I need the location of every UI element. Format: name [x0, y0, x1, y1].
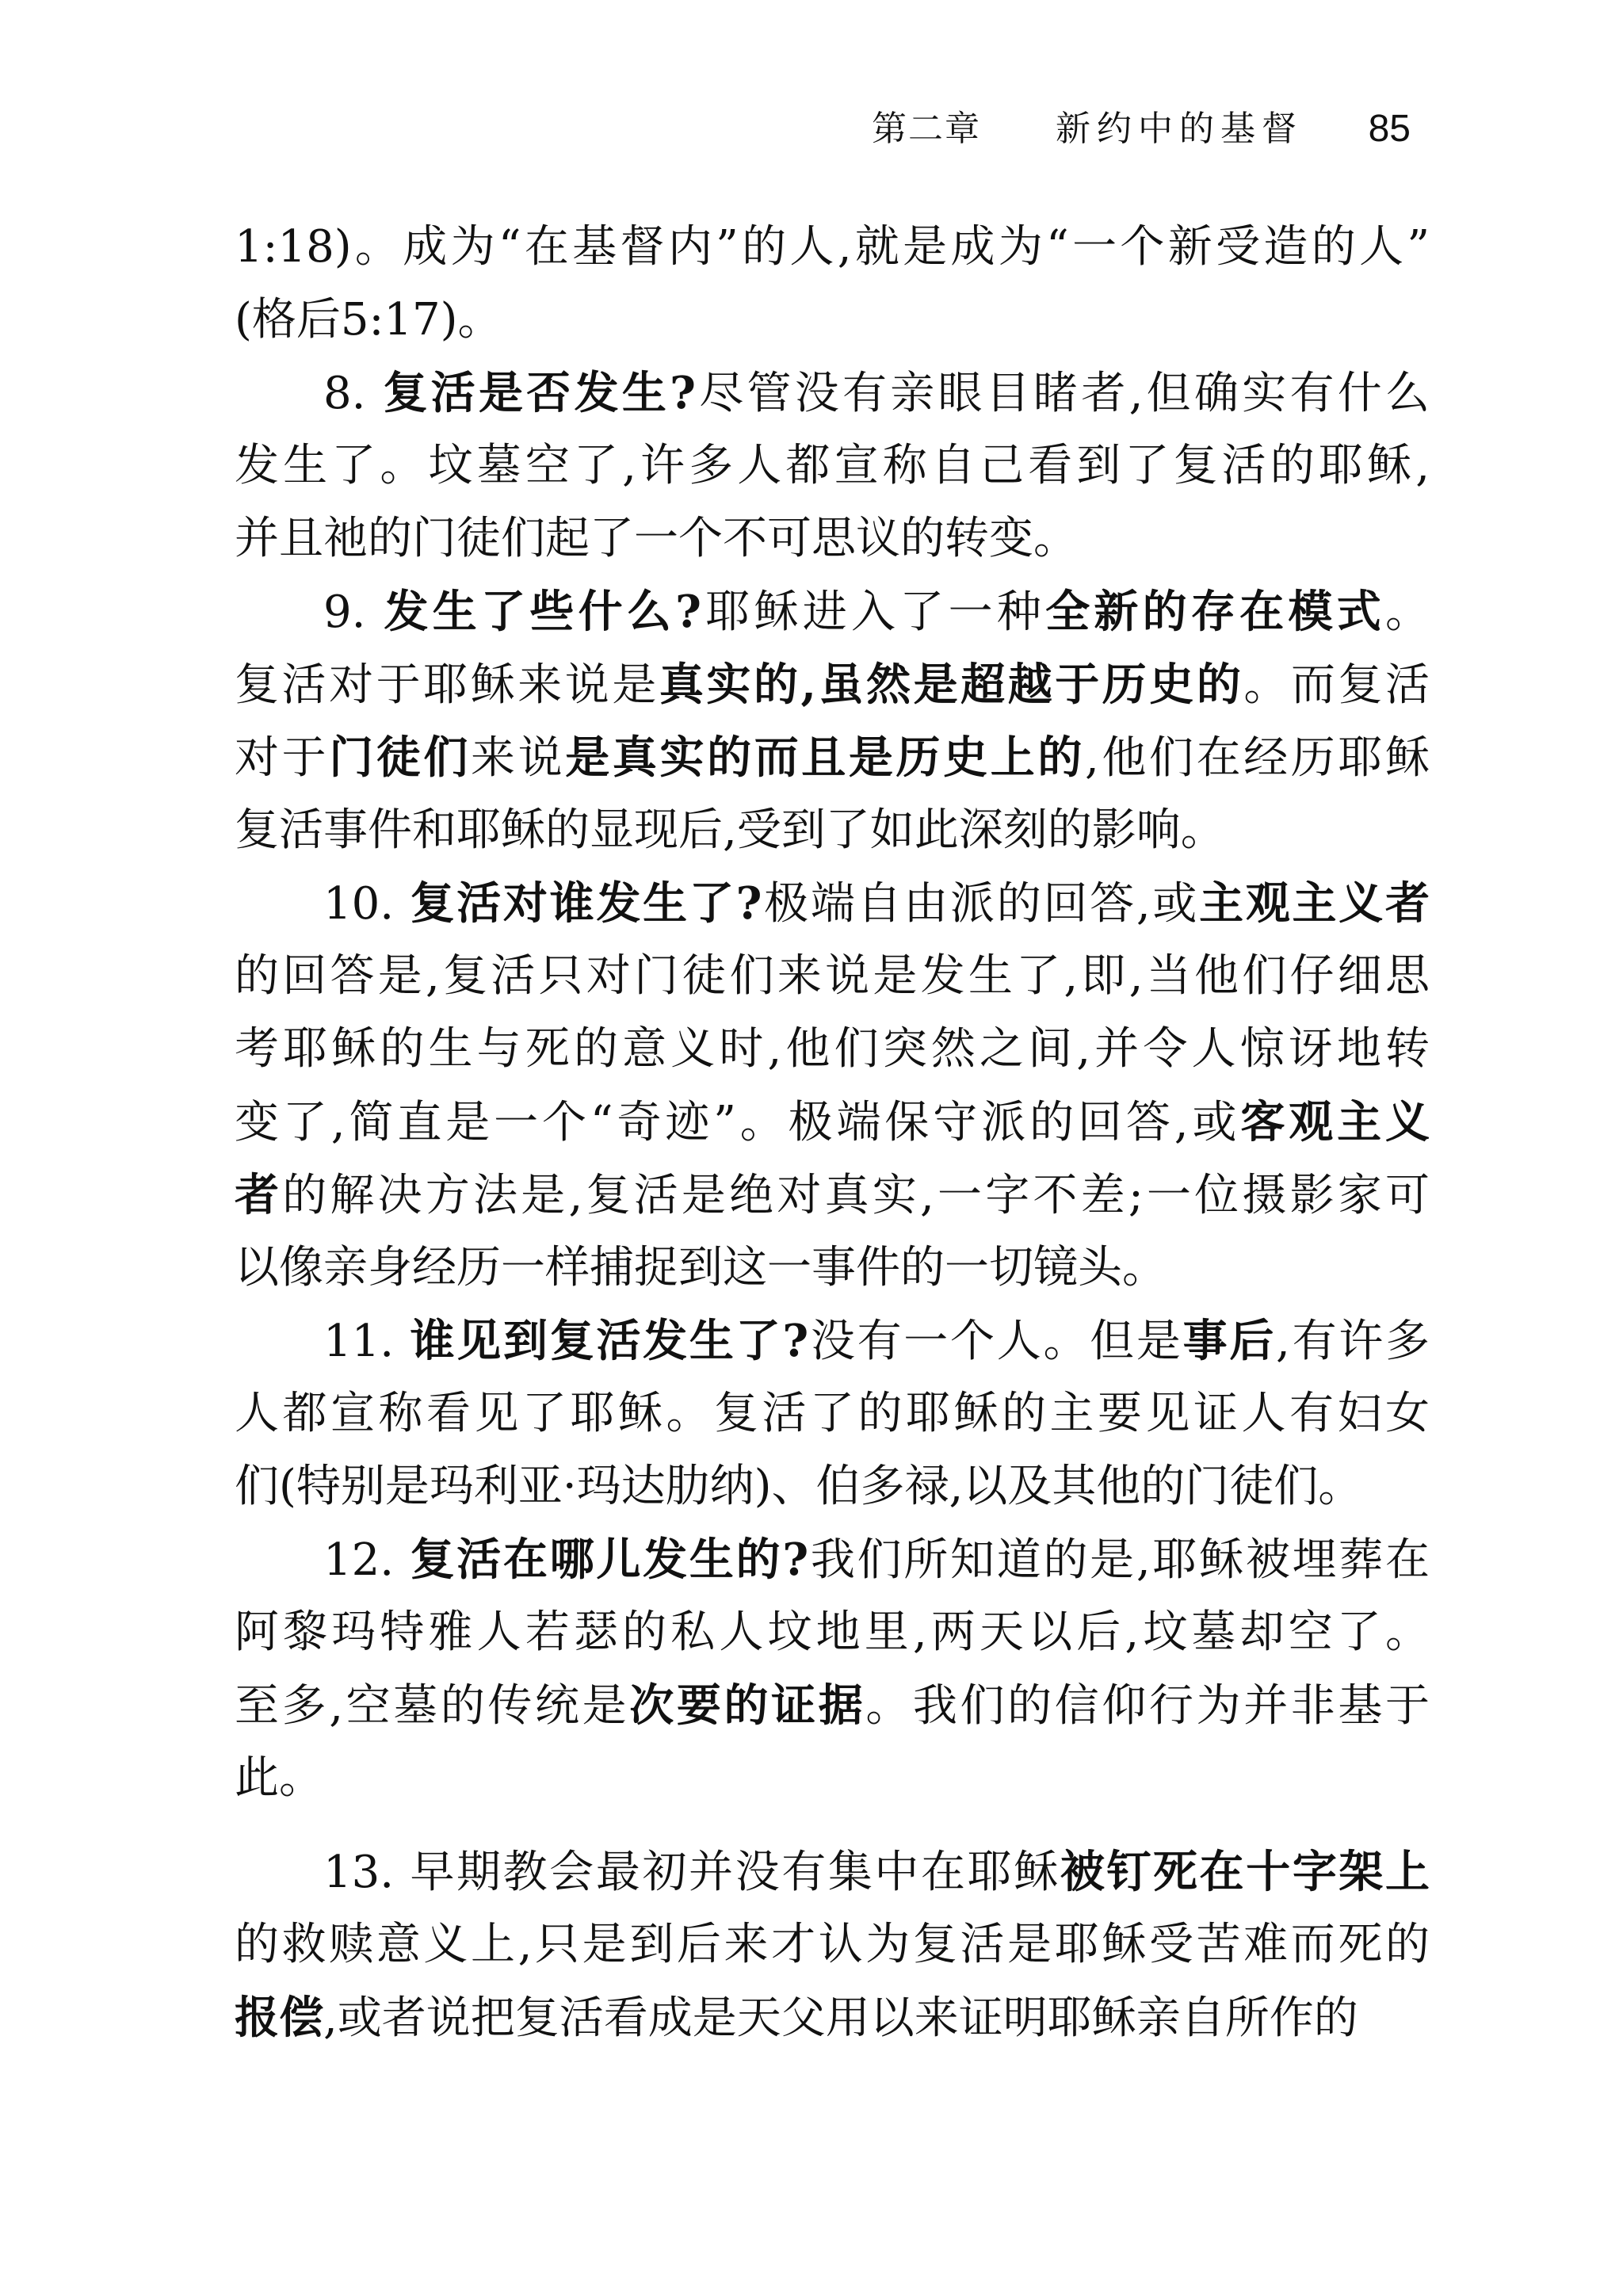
text-run: 13. 早期教会最初并没有集中在耶稣 [323, 1847, 1060, 1898]
bold-phrase: 真实的,虽然是超越于历史的 [659, 659, 1244, 711]
bold-phrase: 被钉死在十字架上 [1060, 1846, 1430, 1898]
text-run: ,或者说把复活看成是天父用以来证明耶稣亲自所作的 [323, 1992, 1358, 2044]
bold-phrase: 复活在哪儿发生的? [410, 1534, 809, 1586]
chapter-label: 第二章 [872, 109, 981, 149]
text-line [235, 1232, 1430, 1305]
text-run: 耶稣进入了一种 [701, 586, 1046, 638]
text-line [235, 502, 1430, 575]
text-line [235, 1377, 1430, 1450]
bold-phrase: 谁见到复活发生了? [410, 1315, 809, 1367]
text-line [235, 1908, 1430, 1981]
text-run: 发生了。坟墓空了,许多人都宣称自己看到了复活的耶稣, [235, 440, 1430, 491]
bold-phrase: 全新的存在模式 [1045, 586, 1386, 638]
text-run: ,他们在经历耶稣 [1084, 732, 1430, 784]
text-line [235, 284, 1430, 357]
bold-phrase: 门徒们 [329, 732, 472, 784]
body-text [235, 211, 1430, 2054]
text-run: 的回答是,复活只对门徒们来说是发生了,即,当他们仔细思 [235, 950, 1430, 1002]
text-line [235, 940, 1430, 1013]
text-run: 复活事件和耶稣的显现后,受到了如此深刻的影响。 [235, 804, 1225, 856]
text-run: 们(特别是玛利亚·玛达肋纳)、伯多禄,以及其他的门徒们。 [235, 1461, 1363, 1512]
bold-phrase: 客观主义 [1240, 1096, 1430, 1148]
text-run: 变了,简直是一个“奇迹”。极端保守派的回答,或 [235, 1097, 1241, 1148]
text-run: 。我们的信仰行为并非基于 [865, 1680, 1430, 1732]
text-run: 。 [1385, 586, 1430, 638]
text-run: 尽管没有亲眼目睹者,但确实有什么 [695, 368, 1430, 419]
text-line [235, 575, 1430, 648]
text-line [235, 357, 1430, 430]
text-run: 极端自由派的回答,或 [762, 878, 1200, 930]
text-line [235, 1086, 1430, 1159]
text-line [235, 1013, 1430, 1086]
text-run: 此。 [235, 1752, 323, 1804]
bold-phrase: 次要的证据 [629, 1679, 866, 1732]
text-run: 的救赎意义上,只是到后来才认为复活是耶稣受苦难而死的 [235, 1919, 1430, 1970]
page-number: 85 [1368, 108, 1411, 150]
text-line [235, 867, 1430, 940]
text-run: 我们所知道的是,耶稣被埋葬在 [808, 1534, 1430, 1586]
text-run: 至多,空墓的传统是 [235, 1680, 630, 1732]
text-run: 考耶稣的生与死的意义时,他们突然之间,并令人惊讶地转 [235, 1023, 1430, 1075]
text-line [235, 211, 1430, 284]
bold-phrase: 主观主义者 [1199, 877, 1430, 930]
text-line [235, 1305, 1430, 1377]
text-run: 1:18)。成为“在基督内”的人,就是成为“一个新受造的人” [235, 221, 1430, 273]
text-run: 阿黎玛特雅人若瑟的私人坟地里,两天以后,坟墓却空了。 [235, 1606, 1430, 1658]
text-run: 9. [323, 586, 384, 638]
text-run: 的解决方法是,复活是绝对真实,一字不差;一位摄影家可 [282, 1170, 1430, 1221]
text-line [235, 1742, 1430, 1815]
text-line [235, 794, 1430, 867]
text-line [235, 1981, 1430, 2054]
running-header [872, 101, 1411, 157]
text-run: 并且祂的门徒们起了一个不可思议的转变。 [235, 513, 1078, 564]
text-line [235, 1836, 1430, 1908]
text-line [235, 1669, 1430, 1742]
text-run: 8. [323, 368, 384, 419]
chapter-title: 新约中的基督 [1056, 109, 1303, 149]
bold-phrase: 者 [235, 1169, 283, 1221]
text-run: 人都宣称看见了耶稣。复活了的耶稣的主要见证人有妇女 [235, 1388, 1430, 1439]
text-run: 。而复活 [1243, 659, 1430, 711]
text-run: 10. [323, 878, 411, 930]
bold-phrase: 事后 [1182, 1315, 1277, 1367]
text-run: 以像亲身经历一样捕捉到这一事件的一切镜头。 [235, 1242, 1167, 1293]
text-run: 11. [323, 1316, 411, 1367]
text-run: ,有许多 [1276, 1316, 1430, 1367]
text-run: 12. [323, 1534, 411, 1586]
text-line [235, 1523, 1430, 1596]
text-run: 对于 [235, 732, 330, 784]
bold-phrase: 报偿 [235, 1992, 323, 2044]
text-line [235, 1159, 1430, 1232]
bold-phrase: 复活是否发生? [383, 367, 696, 419]
text-line [235, 1596, 1430, 1669]
text-line [235, 430, 1430, 502]
text-line [235, 648, 1430, 721]
text-run: 复活对于耶稣来说是 [235, 659, 659, 711]
bold-phrase: 复活对谁发生了? [410, 877, 762, 930]
text-line [235, 1450, 1430, 1523]
bold-phrase: 是真实的而且是历史上的 [565, 732, 1085, 784]
text-run: 来说 [471, 732, 566, 784]
text-run: (格后5:17)。 [235, 294, 502, 346]
text-run: 没有一个人。但是 [808, 1316, 1183, 1367]
bold-phrase: 发生了些什么? [384, 586, 701, 638]
text-line [235, 721, 1430, 794]
